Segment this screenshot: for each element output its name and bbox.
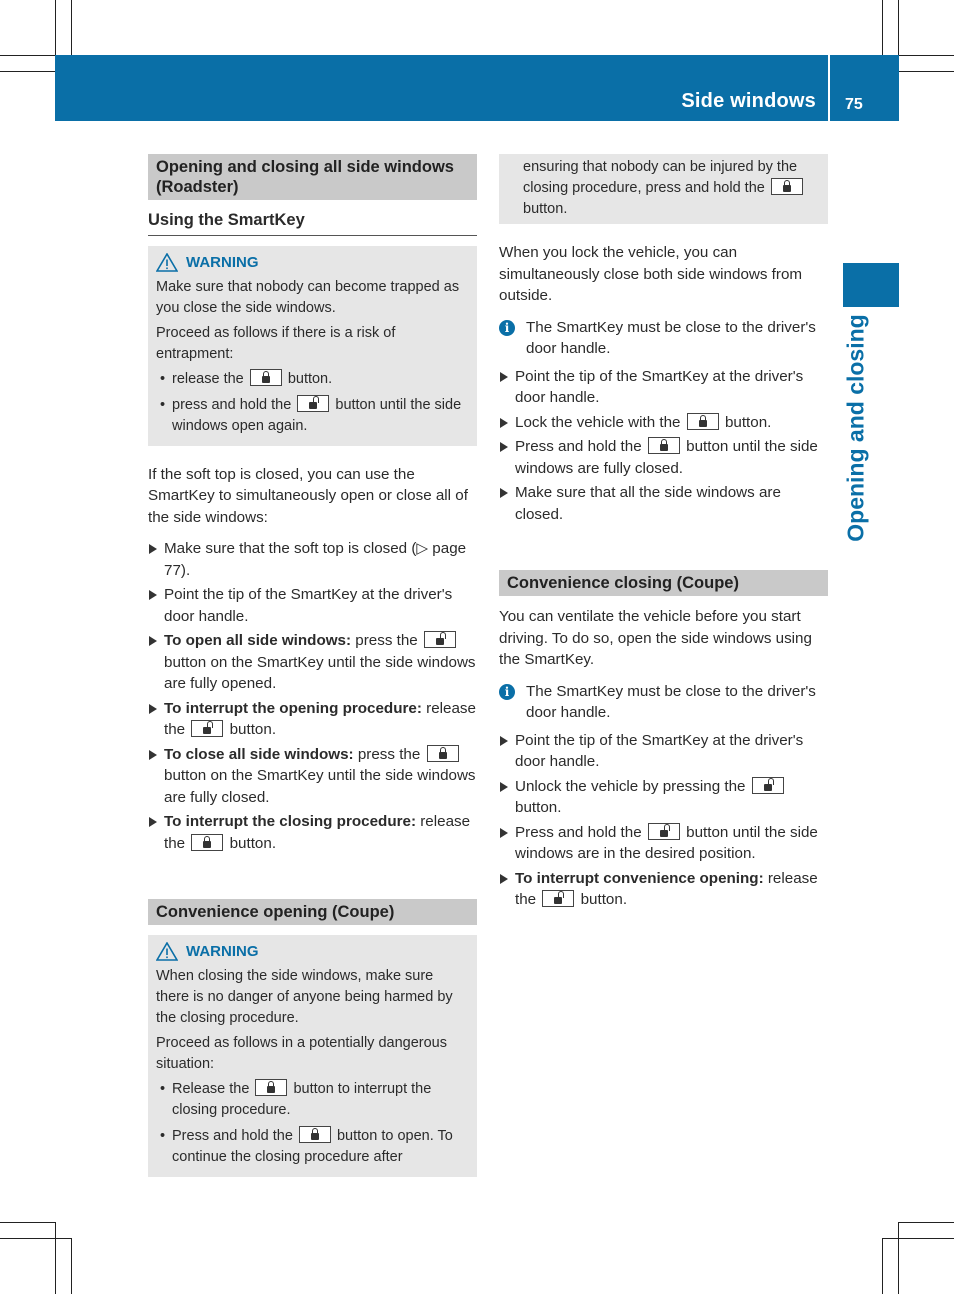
right-column bbox=[499, 154, 828, 914]
warning-title bbox=[156, 252, 469, 273]
lock-key-icon bbox=[771, 178, 803, 195]
warning-text: Proceed as follows if there is a risk of entrapment: bbox=[156, 324, 396, 362]
lock-key-icon bbox=[191, 834, 223, 851]
unlock-key-icon bbox=[648, 823, 680, 840]
lock-key-icon bbox=[255, 1079, 287, 1096]
step-item: Make sure that the soft top is closed (▷ page 77). bbox=[148, 538, 477, 581]
warning-text: Proceed as follows in a potentially dangerous situation: bbox=[156, 1035, 447, 1072]
step-list bbox=[499, 366, 828, 526]
warning-box bbox=[148, 246, 477, 446]
step-item: Point the tip of the SmartKey at the driver's door handle. bbox=[148, 584, 477, 627]
warning-text: Make sure that nobody can become trapped as you close the side windows. bbox=[156, 278, 460, 316]
crop-mark bbox=[0, 1222, 55, 1223]
crop-mark bbox=[0, 71, 55, 72]
step-item: To close all side windows: press the button on the SmartKey until the side windows are fully closed. bbox=[148, 744, 477, 809]
page-title: Side windows bbox=[681, 90, 816, 112]
crop-mark bbox=[882, 1238, 883, 1294]
header-divider bbox=[828, 55, 830, 121]
warning-bullet: • Press and hold the button to open. To continue the closing procedure after bbox=[156, 1126, 469, 1168]
paragraph: You can ventilate the vehicle before you start driving. To do so, open the side windows using the SmartKey. bbox=[499, 608, 812, 668]
warning-bullet: • Release the button to interrupt the closing procedure. bbox=[156, 1079, 469, 1121]
page-header bbox=[55, 55, 899, 121]
step-item: To interrupt convenience opening: release the button. bbox=[499, 868, 828, 911]
warning-bullet: • press and hold the button until the side windows open again. bbox=[156, 395, 469, 437]
crop-mark bbox=[0, 55, 55, 56]
warning-triangle-icon bbox=[156, 253, 178, 272]
warning-text: ensuring that nobody can be injured by the closing procedure, press and hold the bbox=[523, 159, 798, 196]
crop-mark bbox=[882, 0, 883, 55]
lock-key-icon bbox=[687, 413, 719, 430]
crop-mark bbox=[899, 71, 954, 72]
step-item: To interrupt the closing procedure: release the button. bbox=[148, 811, 477, 854]
step-list bbox=[499, 730, 828, 911]
warning-label: WARNING bbox=[186, 943, 259, 960]
crop-mark bbox=[899, 1222, 954, 1223]
crop-mark bbox=[883, 1238, 954, 1239]
paragraph: If the soft top is closed, you can use the SmartKey to simultaneously open or close all of the side windows: bbox=[148, 465, 468, 526]
chapter-label: Opening and closing bbox=[842, 314, 869, 542]
crop-mark bbox=[55, 0, 56, 55]
step-item: Lock the vehicle with the button. bbox=[499, 412, 828, 434]
crop-mark bbox=[71, 1238, 72, 1294]
crop-mark bbox=[55, 1222, 56, 1294]
unlock-key-icon bbox=[297, 395, 329, 412]
warning-box-continued: ensuring that nobody can be injured by the closing procedure, press and hold the button. bbox=[499, 154, 828, 224]
unlock-key-icon bbox=[424, 631, 456, 648]
step-item: Point the tip of the SmartKey at the driver's door handle. bbox=[499, 366, 828, 409]
info-note: i The SmartKey must be close to the driver's door handle. bbox=[499, 317, 828, 360]
step-item: Make sure that all the side windows are closed. bbox=[499, 482, 828, 525]
step-item: Unlock the vehicle by pressing the button. bbox=[499, 776, 828, 819]
warning-text: When closing the side windows, make sure there is no danger of anyone being harmed by the closing procedure. bbox=[156, 968, 453, 1026]
section-heading: Convenience opening (Coupe) bbox=[148, 899, 477, 925]
info-icon: i bbox=[499, 684, 515, 700]
step-item: Press and hold the button until the side windows are fully closed. bbox=[499, 436, 828, 479]
lock-key-icon bbox=[427, 745, 459, 762]
lock-key-icon bbox=[648, 437, 680, 454]
section-heading: Opening and closing all side windows (Roadster) bbox=[148, 154, 477, 200]
chapter-tab bbox=[843, 263, 899, 307]
warning-bullet: • release the button. bbox=[156, 369, 469, 390]
crop-mark bbox=[899, 55, 954, 56]
section-heading: Convenience closing (Coupe) bbox=[499, 570, 828, 596]
paragraph: When you lock the vehicle, you can simultaneously close both side windows from outside. bbox=[499, 244, 803, 304]
unlock-key-icon bbox=[542, 890, 574, 907]
warning-label: WARNING bbox=[186, 253, 259, 271]
left-column bbox=[148, 154, 477, 1177]
page-number: 75 bbox=[845, 96, 863, 113]
crop-mark bbox=[898, 1222, 899, 1294]
step-item: To interrupt the opening procedure: release the button. bbox=[148, 698, 477, 741]
step-list bbox=[148, 538, 477, 854]
subsection-heading: Using the SmartKey bbox=[148, 210, 477, 236]
step-item: To open all side windows: press the button on the SmartKey until the side windows are fully opened. bbox=[148, 630, 477, 695]
warning-box bbox=[148, 935, 477, 1177]
crop-mark bbox=[0, 1238, 71, 1239]
step-item: Point the tip of the SmartKey at the driver's door handle. bbox=[499, 730, 828, 773]
unlock-key-icon bbox=[191, 720, 223, 737]
lock-key-icon bbox=[250, 369, 282, 386]
crop-mark bbox=[898, 0, 899, 55]
warning-title bbox=[156, 941, 469, 962]
step-item: Press and hold the button until the side windows are in the desired position. bbox=[499, 822, 828, 865]
info-note: i The SmartKey must be close to the driver's door handle. bbox=[499, 681, 828, 724]
info-icon: i bbox=[499, 320, 515, 336]
warning-triangle-icon bbox=[156, 942, 178, 961]
crop-mark bbox=[71, 0, 72, 55]
unlock-key-icon bbox=[752, 777, 784, 794]
lock-key-icon bbox=[299, 1126, 331, 1143]
